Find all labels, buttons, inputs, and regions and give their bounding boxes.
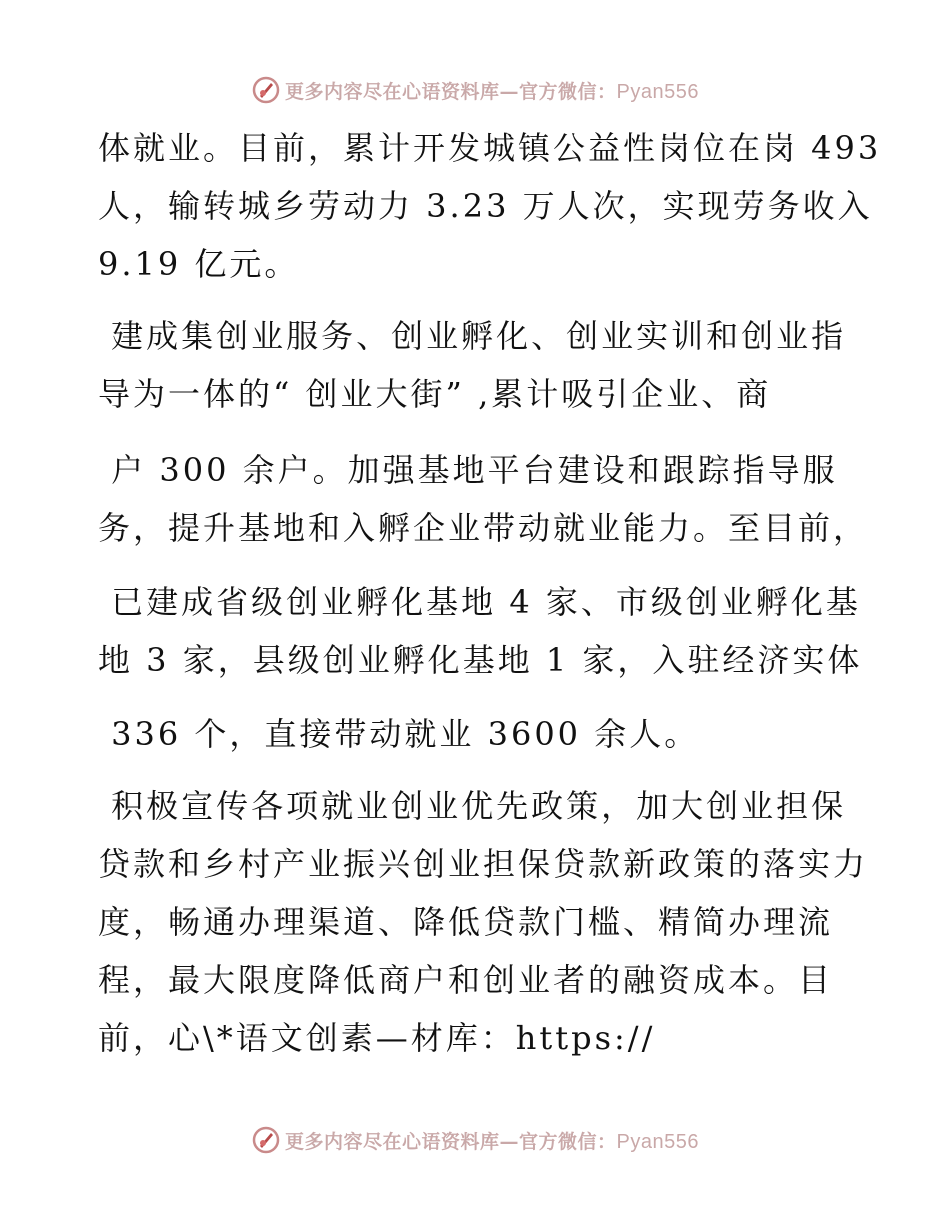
footer-watermark <box>0 1120 950 1160</box>
header-watermark <box>0 70 950 110</box>
text-line: 地 3 家，县级创业孵化基地 1 家，入驻经济实体 <box>98 641 863 679</box>
text-line: 前，心\*语文创素—材库：https:// <box>98 1019 656 1057</box>
text-line: 人，输转城乡劳动力 3.23 万人次，实现劳务收入 <box>98 187 873 225</box>
text-line: 已建成省级创业孵化基地 4 家、市级创业孵化基 <box>98 583 861 621</box>
text-line: 积极宣传各项就业创业优先政策，加大创业担保 <box>98 787 847 825</box>
text-line: 336 个，直接带动就业 3600 余人。 <box>98 715 700 753</box>
quill-seal-icon <box>251 75 281 105</box>
text-line: 9.19 亿元。 <box>98 245 300 283</box>
text-line: 体就业。目前，累计开发城镇公益性岗位在岗 493 <box>98 129 882 167</box>
quill-seal-icon <box>251 1125 281 1155</box>
text-line: 导为一体的“ 创业大街” ,累计吸引企业、商 <box>98 375 772 413</box>
text-line: 度，畅通办理渠道、降低贷款门槛、精简办理流 <box>98 903 834 941</box>
text-line: 务，提升基地和入孵企业带动就业能力。至目前， <box>98 509 869 547</box>
text-line: 贷款和乡村产业振兴创业担保贷款新政策的落实力 <box>98 845 869 883</box>
text-line: 建成集创业服务、创业孵化、创业实训和创业指 <box>98 317 847 355</box>
text-line: 程，最大限度降低商户和创业者的融资成本。目 <box>98 961 834 999</box>
text-line: 户 300 余户。加强基地平台建设和跟踪指导服 <box>98 451 838 489</box>
watermark-text: 更多内容尽在心语资料库—官方微信：Pyan556 <box>285 80 699 103</box>
watermark-text: 更多内容尽在心语资料库—官方微信：Pyan556 <box>285 1130 699 1153</box>
